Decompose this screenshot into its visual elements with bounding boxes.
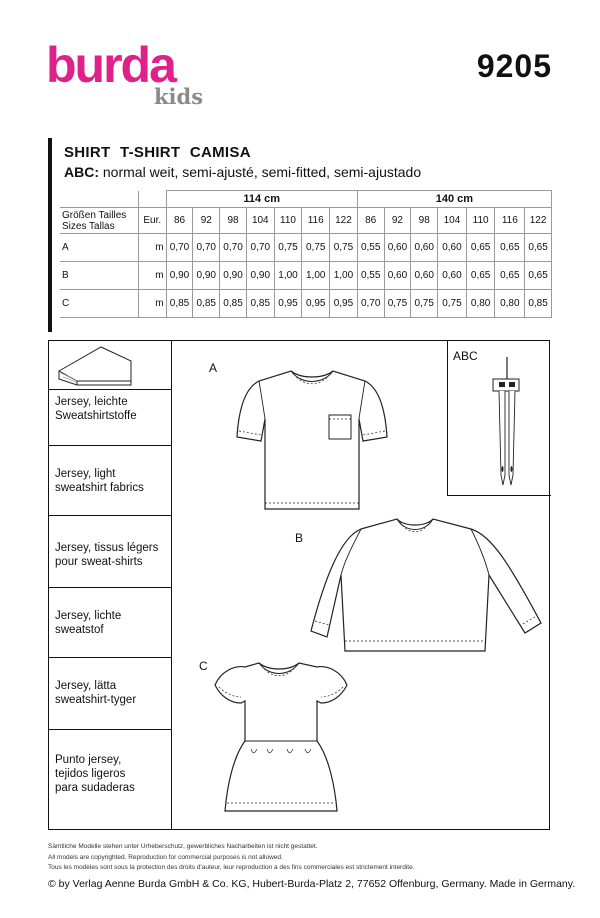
table-row-c (60, 290, 552, 318)
fabric-requirements-table (60, 190, 552, 318)
size-cell: 116 (302, 208, 330, 234)
value-cell: 0,85 (525, 290, 552, 318)
value-cell: 1,00 (274, 262, 302, 290)
fabric-sv (55, 679, 136, 707)
corner-cell-unit (138, 191, 166, 208)
view-a-tshirt-drawing (217, 365, 407, 515)
burda-kids-logo (46, 37, 204, 109)
fabric-de (55, 395, 137, 423)
fabric-en (55, 467, 144, 495)
fabric-line: tejidos ligeros (55, 768, 126, 780)
fit-views: ABC: (64, 164, 99, 180)
group-header-2: 140 cm (357, 191, 551, 208)
size-cell: 92 (193, 208, 220, 234)
value-cell: 0,85 (166, 290, 193, 318)
fabric-fr (55, 541, 158, 569)
fabric-divider (49, 587, 171, 588)
value-cell: 0,70 (193, 234, 220, 262)
row-label: B (60, 262, 138, 290)
size-cell: 86 (166, 208, 193, 234)
value-cell: 0,70 (166, 234, 193, 262)
fabric-line: pour sweat-shirts (55, 556, 143, 568)
value-cell: 0,80 (495, 290, 525, 318)
row-unit: m (138, 262, 166, 290)
value-cell: 0,95 (330, 290, 358, 318)
value-cell: 0,75 (274, 234, 302, 262)
corner-cell (60, 191, 138, 208)
legal-line-de: Sämtliche Modelle stehen unter Urheberschutz, gewerbliches Nacharbeiten ist nicht gestattet. (48, 843, 318, 850)
value-cell: 0,55 (357, 262, 384, 290)
size-label-line2: Sizes Tallas (62, 220, 115, 232)
value-cell: 0,75 (384, 290, 411, 318)
value-cell: 0,60 (384, 234, 411, 262)
pattern-title: SHIRT T-SHIRT CAMISA (64, 144, 251, 161)
size-cell: 86 (357, 208, 384, 234)
fabric-divider (49, 657, 171, 658)
fabric-swatch-icon (57, 345, 133, 387)
fabric-divider (49, 389, 171, 390)
fabric-nl (55, 609, 121, 637)
needle-box-divider (447, 495, 551, 496)
view-b-longsleeve-drawing (305, 513, 555, 665)
fabric-line: para sudaderas (55, 782, 135, 794)
table-row-b (60, 262, 552, 290)
value-cell: 0,75 (438, 290, 467, 318)
value-cell: 0,60 (411, 234, 438, 262)
value-cell: 0,75 (330, 234, 358, 262)
size-cell: 122 (330, 208, 358, 234)
pattern-number: 9205 (476, 48, 552, 84)
fabric-line: Jersey, tissus légers (55, 542, 159, 554)
table-row-a (60, 234, 552, 262)
size-cell: 110 (274, 208, 302, 234)
fit-text: normal weit, semi-ajusté, semi-fitted, semi-ajustado (99, 164, 422, 180)
size-cell: 104 (246, 208, 274, 234)
row-unit: m (138, 290, 166, 318)
value-cell: 0,95 (302, 290, 330, 318)
fabric-line: Punto jersey, (55, 754, 122, 766)
value-cell: 0,85 (246, 290, 274, 318)
size-cell: 110 (466, 208, 495, 234)
value-cell: 0,65 (525, 234, 552, 262)
row-label: A (60, 234, 138, 262)
value-cell: 0,65 (466, 262, 495, 290)
view-a-label: A (209, 361, 218, 375)
fabric-line: sweatstof (55, 624, 104, 636)
needle-views-label: ABC (453, 349, 478, 363)
copyright: © by Verlag Aenne Burda GmbH & Co. KG, Hubert-Burda-Platz 2, 77652 Offenburg, Germany. Made in Germany. (48, 878, 576, 890)
value-cell: 0,60 (438, 234, 467, 262)
value-cell: 0,55 (357, 234, 384, 262)
fabric-divider (49, 515, 171, 516)
legal-notice (48, 842, 415, 874)
value-cell: 0,90 (220, 262, 247, 290)
illustration-panel (48, 340, 550, 830)
size-cell: 98 (411, 208, 438, 234)
fabric-es (55, 753, 135, 795)
needle-box-divider (447, 341, 448, 495)
fabric-line: Jersey, lichte (55, 610, 122, 622)
value-cell: 0,65 (495, 234, 525, 262)
fabric-divider (49, 445, 171, 446)
twin-needle-icon (485, 357, 529, 489)
size-cell: 116 (495, 208, 525, 234)
fabric-divider (49, 729, 171, 730)
group-header-1: 114 cm (166, 191, 357, 208)
size-cell: 104 (438, 208, 467, 234)
value-cell: 0,90 (193, 262, 220, 290)
value-cell: 0,70 (357, 290, 384, 318)
value-cell: 0,60 (411, 262, 438, 290)
value-cell: 0,90 (166, 262, 193, 290)
fabric-line: Jersey, leichte (55, 396, 128, 408)
brand-sub: kids (154, 84, 204, 109)
fit-description (64, 164, 421, 180)
view-c-label: C (199, 659, 208, 673)
legal-line-en: All models are copyrighted. Reproduction for commercial purposes is not allowed. (48, 853, 283, 861)
value-cell: 0,65 (466, 234, 495, 262)
size-cell: 122 (525, 208, 552, 234)
accent-bar (48, 138, 52, 332)
fabric-line: Jersey, lätta (55, 680, 117, 692)
value-cell: 0,85 (220, 290, 247, 318)
fabric-line: Jersey, light (55, 468, 116, 480)
value-cell: 0,95 (274, 290, 302, 318)
value-cell: 0,75 (302, 234, 330, 262)
panel-divider (171, 341, 172, 829)
value-cell: 0,80 (466, 290, 495, 318)
value-cell: 0,90 (246, 262, 274, 290)
fabric-line: sweatshirt fabrics (55, 482, 144, 494)
legal-line-fr: Tous les modèles sont sous la protection des droits d'auteur, leur reproduction a des fins commerciales est strictement interdite. (48, 864, 415, 871)
view-c-tunic-drawing (207, 657, 357, 817)
unit-header: Eur. (138, 208, 166, 234)
value-cell: 0,85 (193, 290, 220, 318)
value-cell: 0,65 (495, 262, 525, 290)
row-label: C (60, 290, 138, 318)
value-cell: 0,60 (438, 262, 467, 290)
value-cell: 0,75 (411, 290, 438, 318)
view-b-label: B (295, 531, 304, 545)
value-cell: 1,00 (330, 262, 358, 290)
value-cell: 0,70 (246, 234, 274, 262)
size-cell: 92 (384, 208, 411, 234)
size-label-header (60, 208, 138, 234)
row-unit: m (138, 234, 166, 262)
value-cell: 0,65 (525, 262, 552, 290)
fabric-line: sweatshirt-tyger (55, 694, 137, 706)
value-cell: 0,60 (384, 262, 411, 290)
value-cell: 0,70 (220, 234, 247, 262)
size-cell: 98 (220, 208, 247, 234)
value-cell: 1,00 (302, 262, 330, 290)
size-label-line1: Größen Tailles (62, 209, 127, 221)
fabric-line: Sweatshirtstoffe (55, 410, 137, 422)
brand-name: burda (46, 37, 175, 93)
